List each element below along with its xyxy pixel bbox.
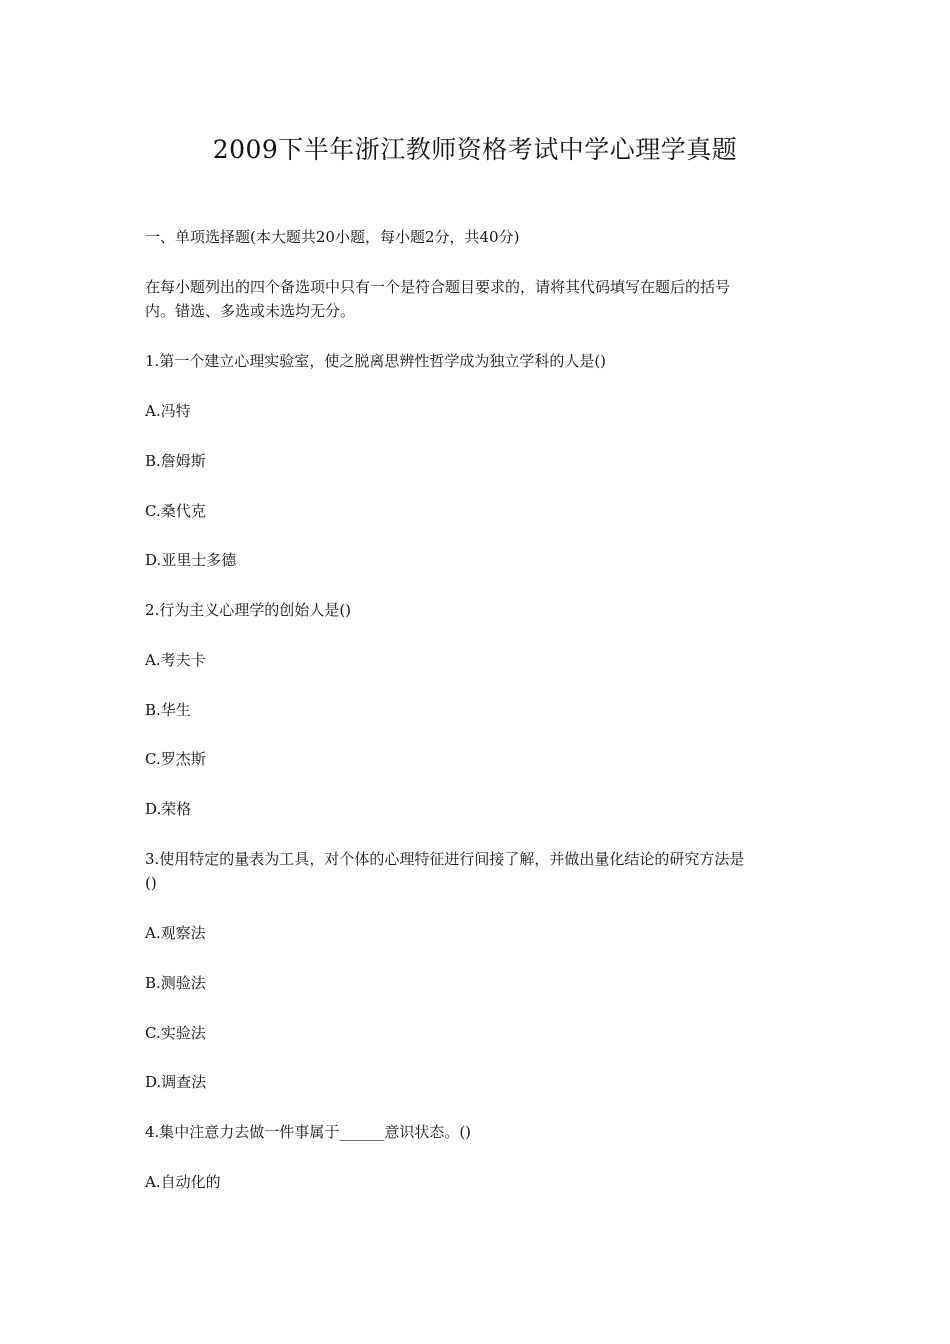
question-3-option-a: A.观察法	[145, 924, 206, 942]
question-3-option-b: B.测验法	[145, 974, 206, 992]
document-title: 2009下半年浙江教师资格考试中学心理学真题	[212, 135, 738, 164]
question-2-option-d: D.荣格	[145, 800, 192, 818]
question-3-option-c: C.实验法	[145, 1024, 206, 1042]
question-3-stem-line-2: ()	[145, 874, 157, 892]
section-heading: 一、单项选择题(本大题共20小题，每小题2分，共40分)	[145, 228, 520, 246]
question-2-stem: 2.行为主义心理学的创始人是()	[145, 601, 352, 619]
question-2-option-a: A.考夫卡	[145, 651, 206, 669]
question-1-option-a: A.冯特	[145, 402, 191, 420]
instructions-line-2: 内。错选、多选或未选均无分。	[145, 302, 356, 320]
question-1-option-d: D.亚里士多德	[145, 551, 237, 569]
question-4-option-a: A.自动化的	[145, 1173, 221, 1191]
question-3-stem-line-1: 3.使用特定的量表为工具，对个体的心理特征进行间接了解，并做出量化结论的研究方法是	[145, 850, 745, 868]
instructions-line-1: 在每小题列出的四个备选项中只有一个是符合题目要求的，请将其代码填写在题后的括号	[145, 278, 731, 296]
question-1-option-b: B.詹姆斯	[145, 452, 206, 470]
question-1-option-c: C.桑代克	[145, 502, 206, 520]
question-4-stem: 4.集中注意力去做一件事属于______意识状态。()	[145, 1123, 472, 1141]
question-2-option-b: B.华生	[145, 701, 191, 719]
question-1-stem: 1.第一个建立心理实验室，使之脱离思辨性哲学成为独立学科的人是()	[145, 352, 607, 370]
question-2-option-c: C.罗杰斯	[145, 750, 206, 768]
question-3-option-d: D.调查法	[145, 1073, 207, 1091]
